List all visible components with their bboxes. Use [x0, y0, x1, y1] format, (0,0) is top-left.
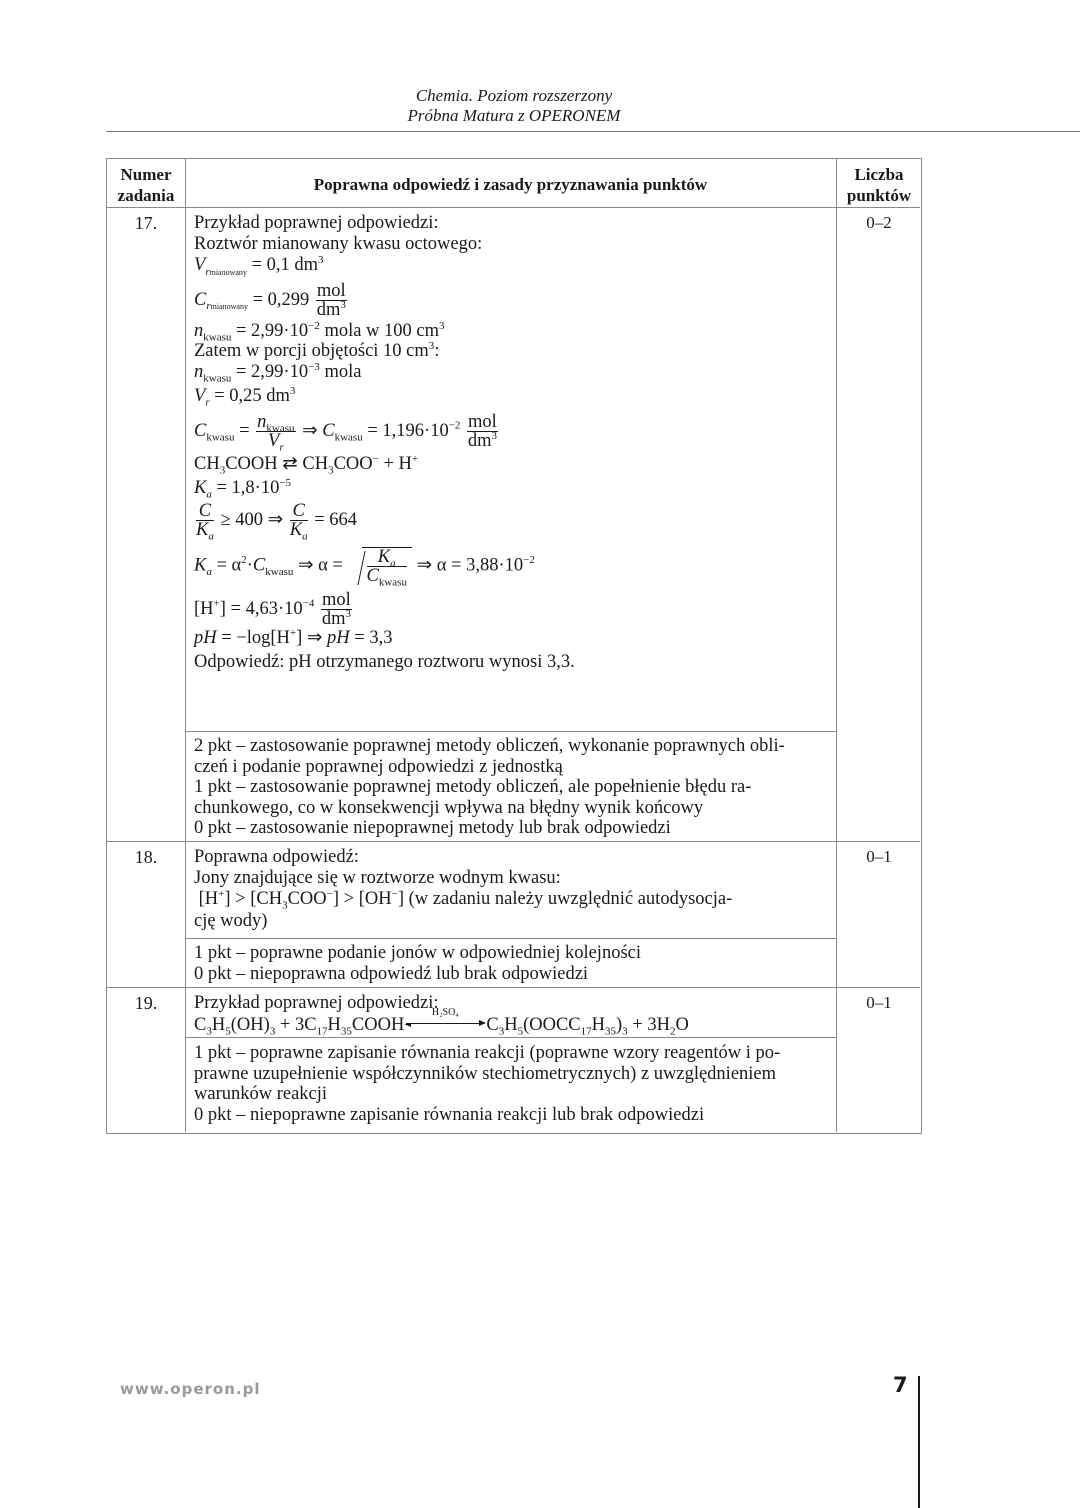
task-18-points: 0–1: [866, 847, 892, 866]
task-17-ph: pH = −log[H+] ⇒ pH = 3,3: [194, 626, 393, 648]
header-exam: Próbna Matura z OPERONEM: [407, 106, 621, 125]
column-header-answer: Poprawna odpowiedź i zasady przyznawania punktów: [313, 175, 708, 194]
task19-criteria-divider: [185, 1037, 836, 1038]
column-header-points-line1: Liczba: [854, 165, 904, 184]
task-17-solution-name: Roztwór mianowany kwasu octowego:: [194, 233, 483, 254]
task-17-portion: Zatem w porcji objętości 10 $cm^3$:: [194, 339, 440, 361]
criteria-line: 1 pkt – zastosowanie poprawnej metody obliczeń, ale popełnienie błędu ra-: [194, 777, 752, 797]
task-17-acid-concentration: $C_{kwasu}$ = $n_{kwasu}$ $V_r$ ⇒ $C_{kwasu} = 1,196\cdot 10^{-2}$ mol $dm^3$: [194, 411, 497, 454]
task-18-intro: Poprawna odpowiedź:: [194, 847, 359, 867]
reaction-arrow: H₂SO₄: [404, 1015, 486, 1036]
column-header-number: [107, 164, 185, 206]
row-divider-18: [107, 841, 920, 842]
task-18-number: 18.: [134, 847, 158, 867]
task-18-ion-order: $[H^+] > [CH_3COO^-] > [OH^-]$ (w zadaniu należy uwzględnić autodysocja-: [194, 887, 733, 912]
task-17-solution: [194, 213, 834, 673]
task-17-dissociation-equation: $CH_3COOH$ ⇄ $CH_3COO^- + H^+$: [194, 452, 419, 477]
task-17-points: 0–2: [866, 213, 892, 232]
criteria-line: 0 pkt – niepoprawna odpowiedź lub brak odpowiedzi: [194, 963, 589, 984]
task17-criteria-divider: [185, 731, 836, 732]
task-19-number: 19.: [134, 993, 158, 1013]
header-row-divider: [107, 207, 920, 208]
criteria-line: prawne uzupełnienie współczynników stechiometrycznych) z uwzględnieniem: [194, 1063, 777, 1084]
criteria-line: 2 pkt – zastosowanie poprawnej metody obliczeń, wykonanie poprawnych obli-: [194, 736, 785, 756]
page-number: 7: [893, 1373, 908, 1397]
criteria-line: 0 pkt – niepoprawne zapisanie równania reakcji lub brak odpowiedzi: [194, 1104, 705, 1125]
column-header-number-line1: Numer: [120, 165, 172, 184]
header-subject: Chemia. Poziom rozszerzony: [415, 86, 613, 105]
task-17-moles-10: $n_{kwasu} = 2,99\cdot 10^{-3}$ mola: [194, 360, 362, 385]
column-header-number-line2: zadania: [117, 186, 175, 205]
task-17-answer: Odpowiedź: pH otrzymanego roztworu wynosi 3,3.: [194, 652, 575, 672]
task-17-ratio: $\frac{C}{K_a}$ ≥ 400 ⇒ $\frac{C}{K_a}$ = 664: [196, 500, 358, 543]
task-19-solution: [194, 993, 834, 1038]
task-18-criteria: [194, 943, 834, 984]
column-header-points-line2: punktów: [846, 186, 912, 205]
task-19-criteria: [194, 1043, 834, 1125]
task-17-criteria: [194, 736, 834, 839]
task-17-moles-100: $n_{kwasu} = 2,99\cdot 10^{-2}$ mola w 100 $cm^3$: [194, 319, 445, 344]
criteria-line: chunkowego, co w konsekwencji wpływa na błędny wynik końcowy: [194, 797, 704, 818]
running-header: [0, 86, 1028, 126]
task-17-hydrogen-ion: $[H^+] = 4,63\cdot 10^{-4}$ mol $dm^3$: [194, 589, 351, 629]
task-17-number: 17.: [134, 213, 158, 233]
task-17-concentration: $C_{rmianowany} = 0,299$ mol $dm^3$: [194, 280, 346, 320]
task-17-ka: $K_a = 1,8\cdot 10^{-5}$: [194, 476, 292, 501]
header-rule: [106, 131, 1080, 132]
task-17-alpha: $K_a = \alpha^2\cdot C_{kwasu}$ ⇒ α = $K_a$ $C_{kwasu}$ ⇒ $\alpha = 3,88\cdot 10^{-2}$: [194, 546, 535, 589]
task-19-intro: Przykład poprawnej odpowiedzi:: [194, 993, 439, 1013]
task-18-solution: [194, 847, 834, 931]
task18-criteria-divider: [185, 938, 836, 939]
task-17-vr: $V_r = 0,25$ $dm^3$: [194, 384, 296, 409]
row-divider-19: [107, 987, 920, 988]
task-18-text: Jony znajdujące się w roztworze wodnym kwasu:: [194, 867, 561, 888]
criteria-line: 1 pkt – poprawne zapisanie równania reakcji (poprawne wzory reagentów i po-: [194, 1043, 781, 1063]
answer-key-table: [106, 158, 922, 1134]
criteria-line: 0 pkt – zastosowanie niepoprawnej metody lub brak odpowiedzi: [194, 818, 671, 838]
criteria-line: warunków reakcji: [194, 1084, 328, 1104]
column-header-points: [836, 164, 922, 206]
page-rule: [918, 1376, 920, 1508]
task-19-esterification-equation: $C_3H_5(OH)_3$ + $3C_{17}H_{35}COOH$ H₂SO₄ $C_3H_5(OOCC_{17}H_{35})_3 + 3H_2O$: [194, 1006, 689, 1038]
criteria-line: czeń i podanie poprawnej odpowiedzi z jednostką: [194, 756, 563, 777]
criteria-line: 1 pkt – poprawne podanie jonów w odpowiedniej kolejności: [194, 943, 641, 963]
task-17-volume: $V_{rmianowany} = 0,1$ $dm^3$: [194, 253, 324, 278]
task-18-note-cont: cję wody): [194, 910, 268, 931]
footer-url: www.operon.pl: [120, 1380, 261, 1398]
task-17-intro: Przykład poprawnej odpowiedzi:: [194, 213, 439, 233]
task-19-points: 0–1: [866, 993, 892, 1012]
